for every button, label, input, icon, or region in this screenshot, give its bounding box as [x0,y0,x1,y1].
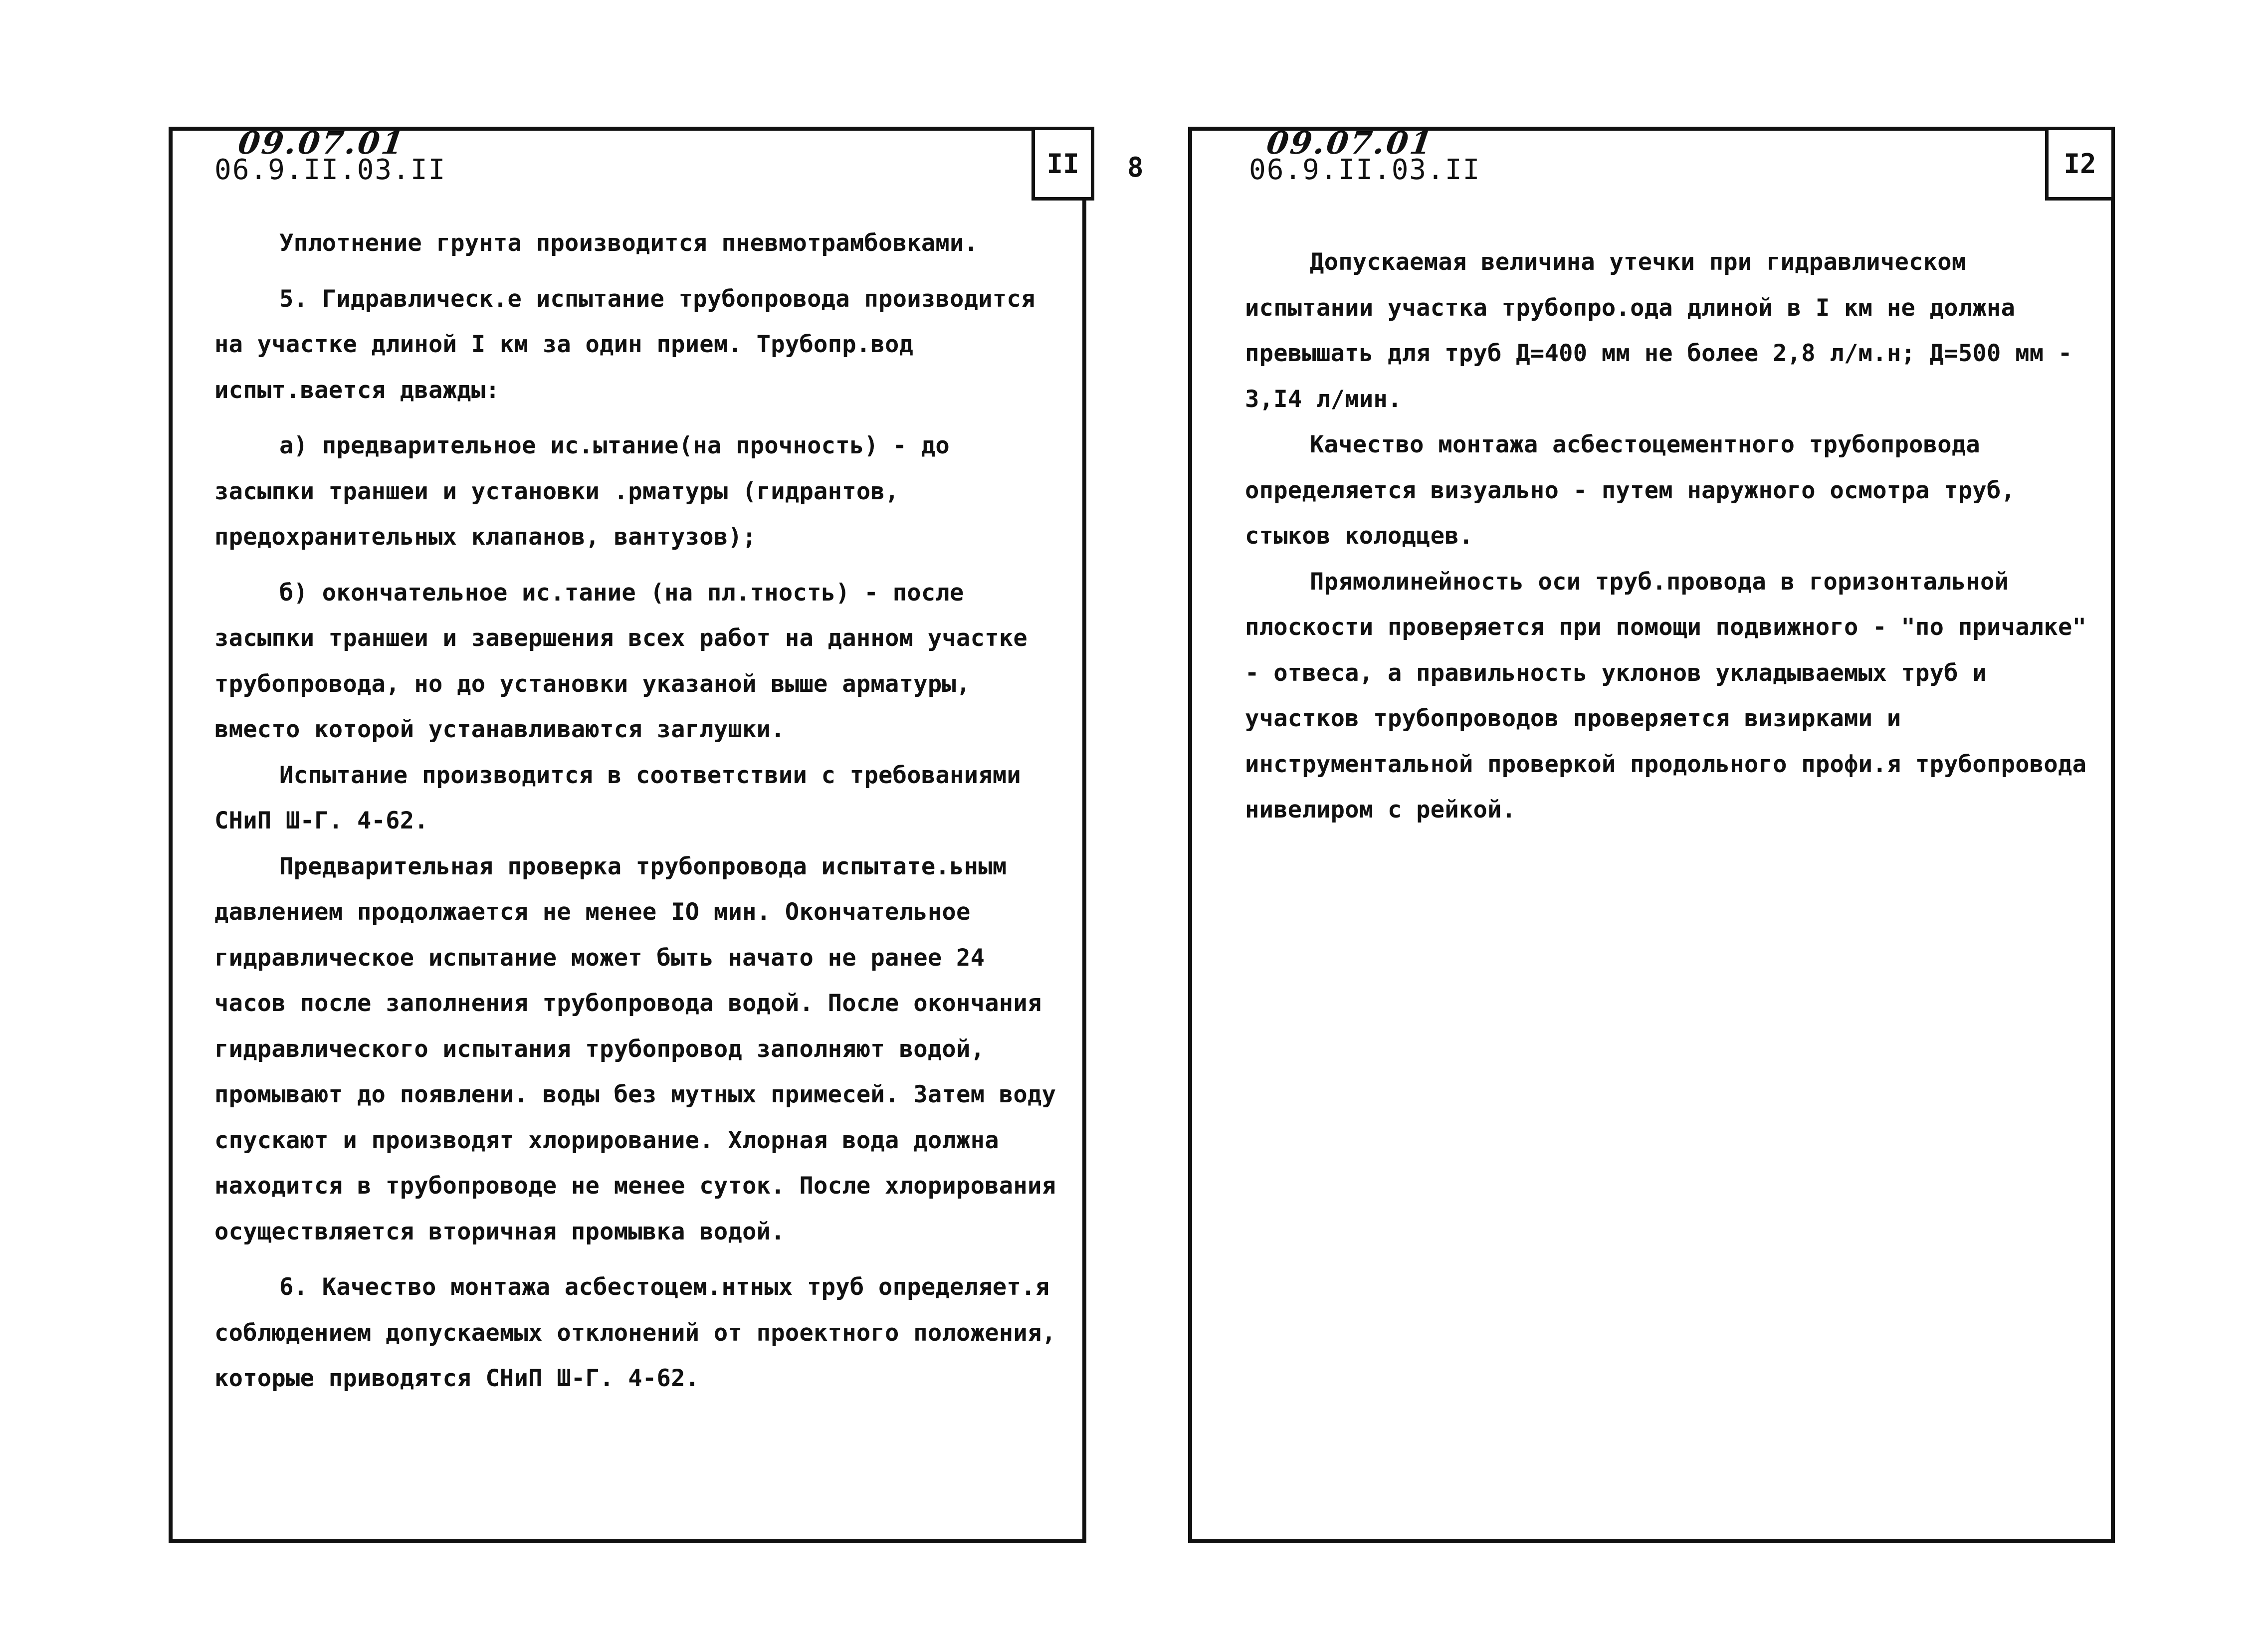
right-page [1188,127,2115,1543]
right-page-number-box [2045,127,2115,201]
left-page-number: II [1046,148,1079,180]
right-page-number: I2 [2063,148,2096,180]
left-body-text [214,220,1062,1402]
left-paragraph: Уплотнение грунта производится пневмотрамбовками. [279,229,979,257]
left-paragraph: Предварительная проверка трубопровода испытате.ьным давлением продолжается не менее IO мин. Окончательное гидравлическое испытание может быть начато не ранее 24 часов после заполнения трубопровода водой. После окончания гидравлического испытания трубопровод заполняют водой, промывают до появлени. воды без мутных примесей. Затем воду спускают и производят хлорирование. Хлорная вода должна находится в трубопроводе не менее суток. После хлорирования осуществляется вторичная промывка водой. [214,852,1056,1245]
left-handwritten-date: 09.07.01 [235,125,408,161]
left-paragraph: б) окончательное ис.тание (на пл.тность) - после засыпки траншеи и завершения всех работ на данном участке трубопровода, но до установки указаной выше арматуры, вместо которой устанавливаются заглушки. [214,579,1028,743]
right-paragraph: Качество монтажа асбестоцементного трубопровода определяется визуально - путем наружного осмотра труб, стыков колодцев. [1245,431,2016,550]
left-page [169,127,1086,1543]
right-doc-code: 06.9.II.03.II [1249,154,1481,186]
left-paragraph: 6. Качество монтажа асбестоцем.нтных труб определяет.я соблюдением допускаемых отклонений от проектного положения, которые приводятся СНиП Ш-Г. 4-62. [214,1273,1056,1392]
left-doc-code: 06.9.II.03.II [214,154,446,186]
sheet-number: 8 [1127,152,1144,183]
right-handwritten-date: 09.07.01 [1264,125,1437,161]
right-body-text [1245,239,2103,833]
left-paragraph: а) предварительное ис.ытание(на прочность) - до засыпки траншеи и установки .рматуры (гидрантов, предохранительных клапанов, вантузов); [214,432,950,551]
right-paragraph: Прямолинейность оси труб.провода в горизонтальной плоскости проверяется при помощи подвижного - "по причалке" - отвеса, а правильность уклонов укладываемых труб и участков трубопроводов проверяется визирками и инструментальной проверкой продольного профи.я трубопровода нивелиром с рейкой. [1245,568,2087,824]
right-paragraph: Допускаемая величина утечки при гидравлическом испытании участка трубопро.ода длиной в I км не должна превышать для труб Д=400 мм не более 2,8 л/м.н; Д=500 мм - 3,I4 л/мин. [1245,248,2072,413]
left-paragraph: Испытание производится в соответствии с требованиями СНиП Ш-Г. 4-62. [214,761,1022,834]
left-paragraph: 5. Гидравлическ.е испытание трубопровода производится на участке длиной I км за один прием. Трубопр.вод испыт.вается дважды: [214,285,1035,404]
left-page-number-box [1031,127,1094,201]
